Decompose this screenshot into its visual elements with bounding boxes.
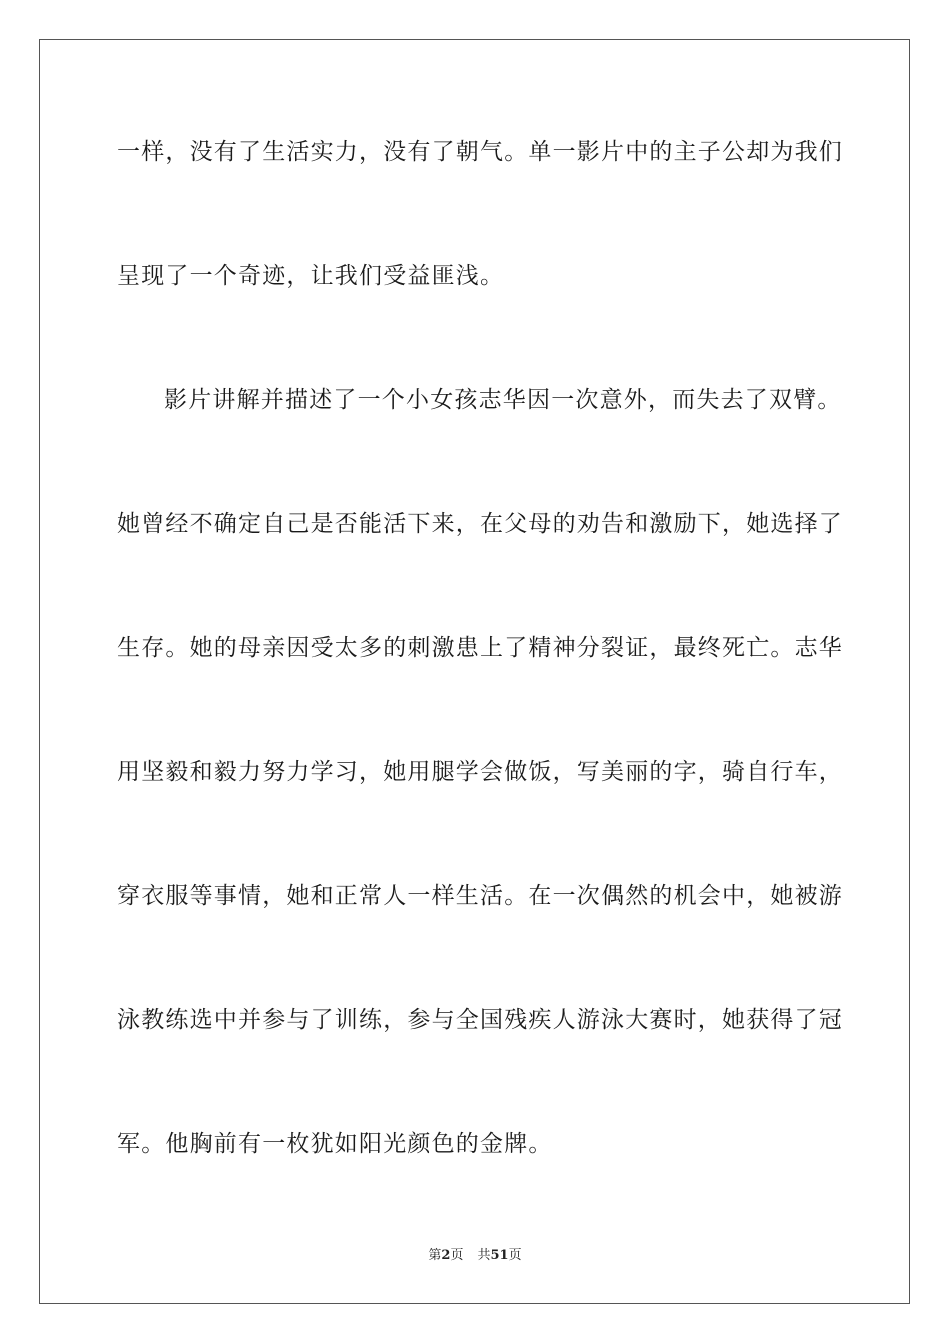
text-line: 军。他胸前有一枚犹如阳光颜色的金牌。 xyxy=(117,1131,553,1157)
text-line: 泳教练选中并参与了训练，参与全国残疾人游泳大赛时，她获得了冠 xyxy=(117,1007,843,1033)
text-line: 用坚毅和毅力努力学习，她用腿学会做饭，写美丽的字，骑自行车， xyxy=(117,759,843,785)
total-page-count: 51 xyxy=(490,1248,509,1263)
paragraph-first-line: 影片讲解并描述了一个小女孩志华因一次意外，而失去了双臂。 xyxy=(164,387,842,413)
text-line: 生存。她的母亲因受太多的刺激患上了精神分裂证，最终死亡。志华 xyxy=(117,635,843,661)
page-prefix: 第 xyxy=(428,1248,442,1263)
page-border xyxy=(39,39,910,1304)
text-line: 一样，没有了生活实力，没有了朝气。单一影片中的主子公却为我们 xyxy=(117,139,843,165)
total-prefix: 共 xyxy=(477,1248,491,1263)
text-line: 呈现了一个奇迹，让我们受益匪浅。 xyxy=(117,263,505,289)
total-suffix: 页 xyxy=(508,1248,522,1263)
text-line: 穿衣服等事情，她和正常人一样生活。在一次偶然的机会中，她被游 xyxy=(117,883,843,909)
current-page-number: 2 xyxy=(441,1248,451,1263)
page-footer xyxy=(0,1247,950,1265)
page-suffix: 页 xyxy=(450,1248,464,1263)
text-line: 她曾经不确定自己是否能活下来，在父母的劝告和激励下，她选择了 xyxy=(117,511,843,537)
